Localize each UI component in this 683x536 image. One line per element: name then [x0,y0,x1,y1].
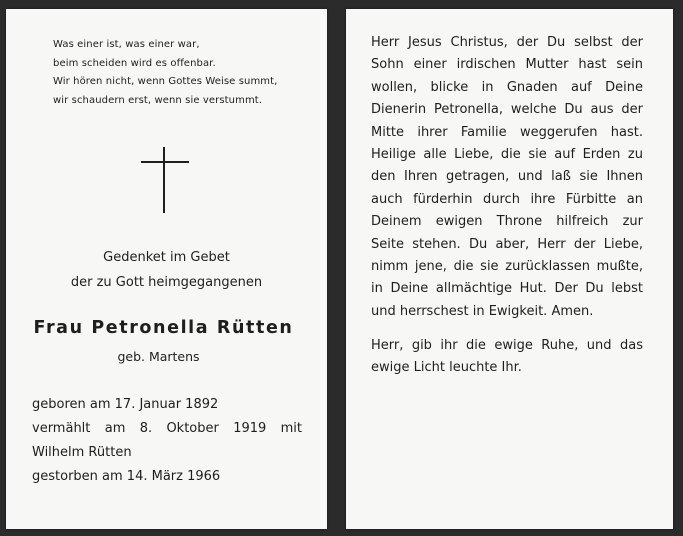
cross-icon [141,147,189,213]
spouse-name: Wilhelm Rütten [32,445,132,460]
poem-line: Was einer ist, was einer war, [53,39,200,50]
closing-line: ewige Licht leuchte Ihr. [371,360,522,376]
prayer-line: in Deine allmächtige Hut. Der Du lebst [371,281,643,297]
prayer-line: Mitte ihrer Familie weggerufen hast. [371,124,643,140]
remembrance-text [6,245,327,295]
prayer-line: Herr Jesus Christus, der Du selbst der [371,35,643,50]
memorial-card-front [6,9,327,529]
prayer-line: wollen, blicke in Gnaden auf Deine [371,79,643,95]
death-date: gestorben am 14. März 1966 [32,469,221,484]
prayer-line: Seite stehen. Du aber, Herr der Liebe, [371,236,643,252]
prayer-line: nimm jene, die sie zurücklassen mußte, [371,259,643,275]
prayer-line: Heilige alle Liebe, die sie auf Erden zu [371,147,643,163]
maiden-name: geb. Martens [117,349,200,364]
prayer-line: den Ihren getragen, und laß sie Ihnen [371,169,643,185]
memorial-card-back [346,9,673,529]
prayer-line: Sohn einer irdischen Mutter hast sein [371,57,643,73]
prayer-line: auch fürderhin durch ihre Fürbitte an [371,191,643,207]
prayer-line: und herrschest in Ewigkeit. Amen. [371,303,594,319]
poem-line: beim scheiden wird es offenbar. [53,57,216,69]
remembrance-line: der zu Gott heimgegangenen [70,275,263,290]
poem [53,36,323,110]
prayer-line: Deinem ewigen Throne hilfreich zur [371,214,643,230]
poem-line: wir schaudern erst, wenn sie verstummt. [53,94,263,106]
deceased-name: Frau Petronella Rütten [33,318,294,338]
poem-line: Wir hören nicht, wenn Gottes Weise summt, [53,76,278,87]
closing-line: Herr, gib ihr die ewige Ruhe, und das [371,338,643,353]
life-dates [32,393,302,489]
closing-prayer [371,335,643,380]
prayer-line: Dienerin Petronella, welche Du aus der [371,102,643,118]
remembrance-line: Gedenket im Gebet [103,250,230,265]
birth-date: geboren am 17. Januar 1892 [32,397,219,412]
marriage-date: vermählt am 8. Oktober 1919 mit [32,421,302,436]
prayer-text [371,32,643,323]
